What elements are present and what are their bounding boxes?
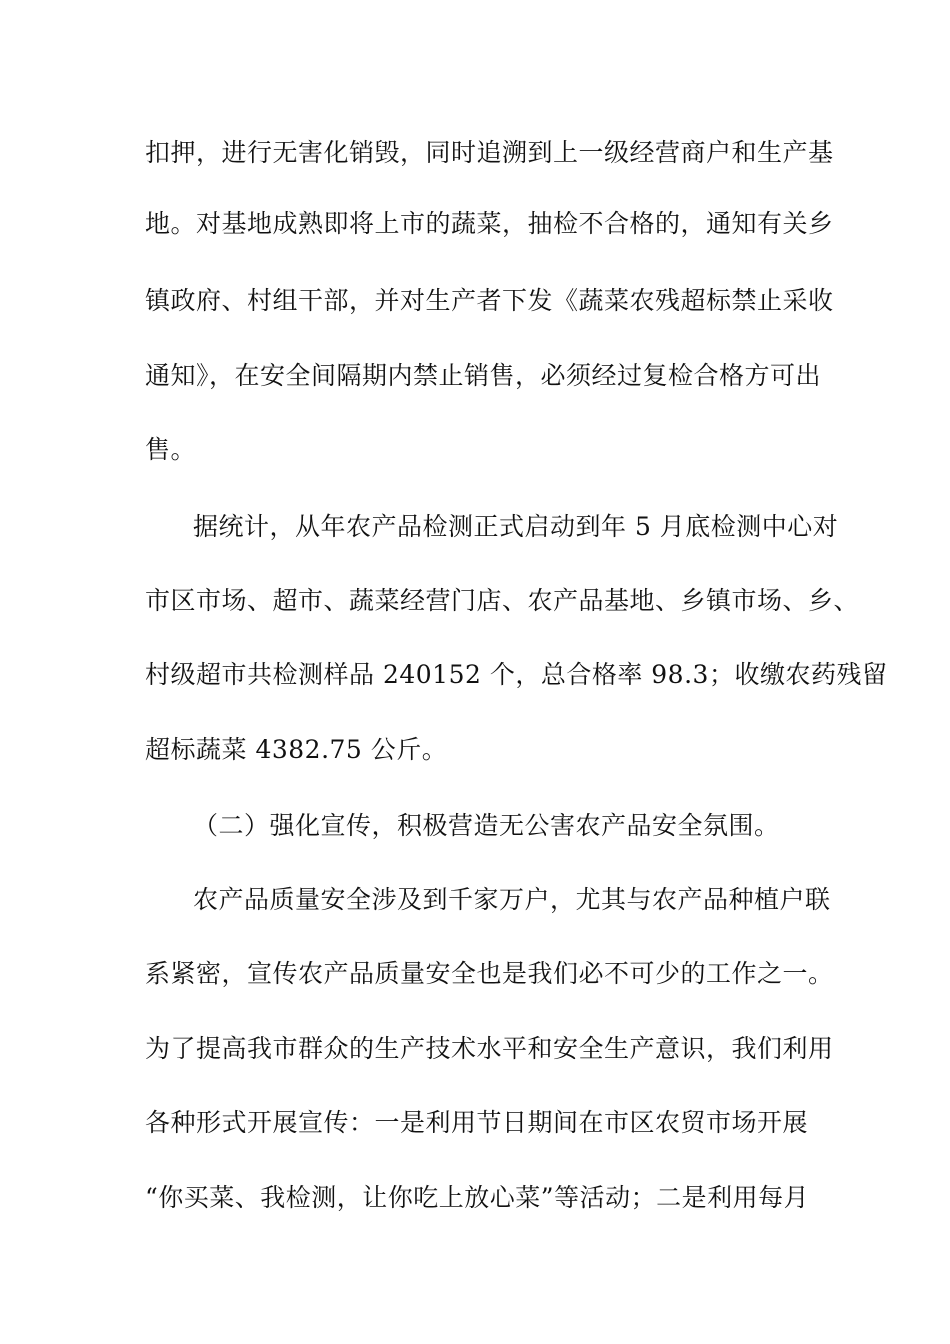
- paragraph-publicity-line-4: 各种形式开展宣传：一是利用节日期间在市区农贸市场开展: [145, 1108, 809, 1137]
- text-line-2: 地。对基地成熟即将上市的蔬菜，抽检不合格的，通知有关乡: [145, 209, 834, 238]
- paragraph-publicity-line-3: 为了提高我市群众的生产技术水平和安全生产意识，我们利用: [145, 1034, 834, 1063]
- section-heading: （二）强化宣传，积极营造无公害农产品安全氛围。: [193, 811, 780, 840]
- text-line-3: 镇政府、村组干部，并对生产者下发《蔬菜农残超标禁止采收: [145, 286, 834, 315]
- text-line-4: 通知》，在安全间隔期内禁止销售，必须经过复检合格方可出: [145, 361, 822, 390]
- paragraph-publicity-line-5: “你买菜、我检测，让你吃上放心菜”等活动；二是利用每月: [145, 1183, 810, 1212]
- paragraph-stats-line-2: 市区市场、超市、蔬菜经营门店、农产品基地、乡镇市场、乡、: [145, 586, 860, 615]
- paragraph-stats-line-3: 村级超市共检测样品 240152 个，总合格率 98.3；收缴农药残留: [145, 660, 888, 689]
- text-line-5: 售。: [145, 435, 197, 464]
- paragraph-stats-line-4: 超标蔬菜 4382.75 公斤。: [145, 735, 448, 764]
- paragraph-publicity-line-1: 农产品质量安全涉及到千家万户，尤其与农产品种植户联: [193, 885, 831, 914]
- paragraph-stats-line-1: 据统计，从年农产品检测正式启动到年 5 月底检测中心对: [193, 512, 839, 541]
- paragraph-publicity-line-2: 系紧密，宣传农产品质量安全也是我们必不可少的工作之一。: [145, 959, 834, 988]
- text-line-1: 扣押，进行无害化销毁，同时追溯到上一级经营商户和生产基: [145, 138, 834, 167]
